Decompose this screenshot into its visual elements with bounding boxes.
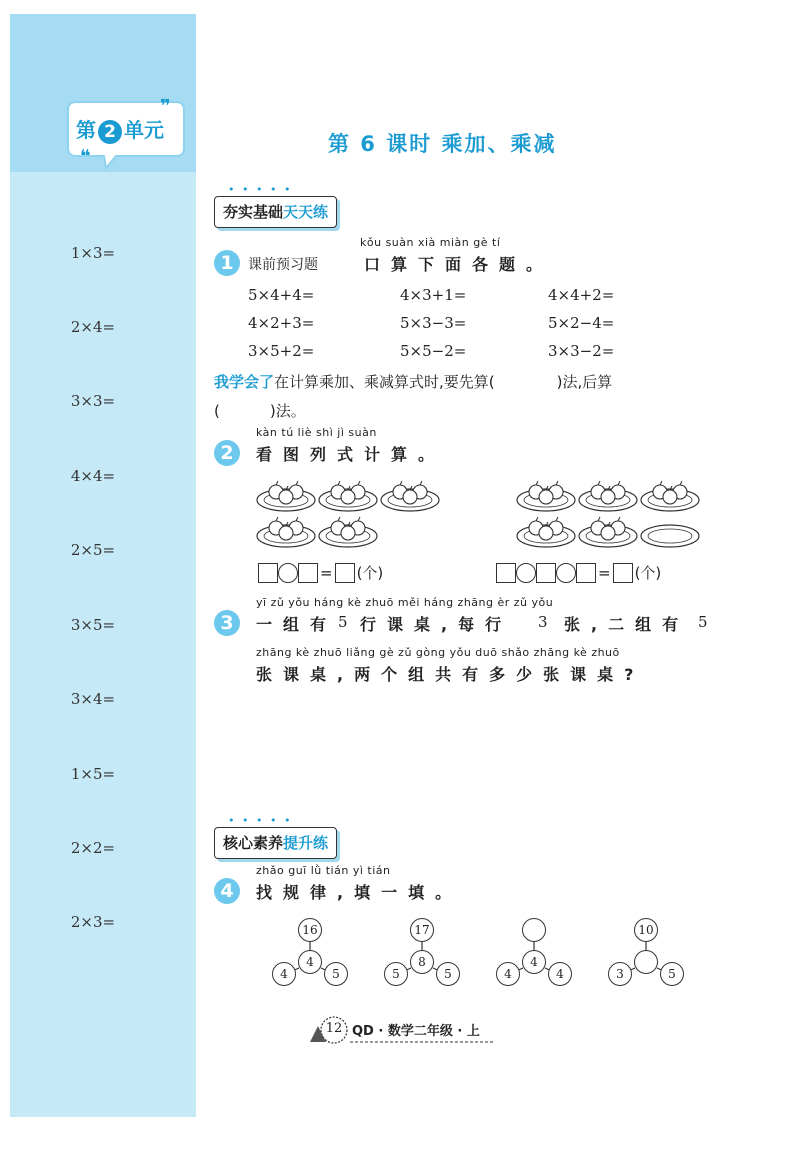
plate-with-apples	[579, 481, 637, 511]
question-number: 3	[214, 610, 240, 636]
tree-right: 4	[548, 962, 572, 986]
plate-with-apples	[517, 517, 575, 547]
equals-sign: =	[320, 563, 333, 582]
learned-text: )法。	[269, 402, 306, 420]
quote-mark-icon: ❞	[160, 96, 171, 117]
expression: 4×4+2=	[548, 286, 615, 304]
expression: 5×5−2=	[400, 342, 467, 360]
unit-number: 2	[98, 120, 122, 144]
learned-text: 在计算乘加、乘减算式时,要先算(	[274, 373, 495, 391]
question-number: 2	[214, 440, 240, 466]
pinyin-line: zhāng kè zhuō liǎng gè zǔ gòng yǒu duō shǎo zhāng kè zhuō	[256, 646, 620, 659]
tree-right: 5	[436, 962, 460, 986]
banner-label: 核心素养	[223, 834, 284, 852]
expression: 4×2+3=	[248, 314, 315, 332]
tree-right: 5	[324, 962, 348, 986]
question-number-value: 3	[538, 613, 548, 631]
answer-box[interactable]	[496, 563, 516, 583]
question-text: 张课桌,两个组共有多少张课桌?	[256, 665, 645, 684]
learned-line	[214, 371, 612, 392]
unit-badge	[60, 96, 192, 174]
number-tree	[494, 916, 574, 988]
expression: 5×3−3=	[400, 314, 467, 332]
plate-with-apples	[381, 481, 439, 511]
plate-with-apples	[517, 481, 575, 511]
tree-top: 16	[298, 918, 322, 942]
margin-drill: 1×5=	[70, 765, 116, 783]
tree-center: 4	[298, 950, 322, 974]
question-text: 一组有	[256, 615, 338, 634]
tree-top: 17	[410, 918, 434, 942]
tree-left: 4	[272, 962, 296, 986]
tree-right: 5	[660, 962, 684, 986]
number-tree	[382, 916, 462, 988]
plate-with-apples	[319, 481, 377, 511]
expression: 3×3−2=	[548, 342, 615, 360]
operator-circle[interactable]	[278, 563, 298, 583]
learned-text: )法,后算	[556, 373, 613, 391]
unit-label: (个)	[634, 564, 662, 582]
learned-label: 我学会了	[214, 373, 275, 391]
answer-box[interactable]	[613, 563, 633, 583]
preview-tag: 课前预习题	[248, 257, 318, 273]
expression: 5×2−4=	[548, 314, 615, 332]
tree-top-blank[interactable]	[522, 918, 546, 942]
equation-row-left	[258, 562, 385, 583]
expression: 5×4+4=	[248, 286, 315, 304]
unit-suffix: 单元	[124, 118, 164, 142]
question-text: 张,二组有	[564, 615, 690, 634]
margin-drill: 2×2=	[70, 839, 116, 857]
banner-dots: • • • • •	[228, 814, 293, 827]
empty-plate	[641, 525, 699, 547]
question-number: 4	[214, 878, 240, 904]
tree-center-blank[interactable]	[634, 950, 658, 974]
expression: 3×5+2=	[248, 342, 315, 360]
margin-drill: 1×3=	[70, 244, 116, 262]
tree-top: 10	[634, 918, 658, 942]
answer-box[interactable]	[536, 563, 556, 583]
question-text: 找规律,填一填。	[256, 883, 463, 902]
question-number-value: 5	[338, 613, 348, 631]
margin-drill: 2×4=	[70, 318, 116, 336]
pinyin-line: kǒu suàn xià miàn gè tí	[360, 236, 501, 249]
banner-dots: • • • • •	[228, 183, 293, 196]
footer-text: QD · 数学二年级 · 上	[352, 1024, 480, 1039]
plate-with-apples	[319, 517, 377, 547]
margin-drill: 4×4=	[70, 467, 116, 485]
answer-box[interactable]	[335, 563, 355, 583]
number-tree	[270, 916, 350, 988]
answer-box[interactable]	[258, 563, 278, 583]
question-number: 1	[214, 250, 240, 276]
answer-box[interactable]	[298, 563, 318, 583]
banner-highlight: 天天练	[283, 203, 329, 221]
number-tree	[606, 916, 686, 988]
learned-line-2	[214, 400, 306, 421]
question-text: 看图列式计算。	[256, 445, 446, 464]
margin-drill: 3×3=	[70, 392, 116, 410]
operator-circle[interactable]	[556, 563, 576, 583]
equals-sign: =	[598, 563, 611, 582]
margin-drill: 2×5=	[70, 541, 116, 559]
operator-circle[interactable]	[516, 563, 536, 583]
banner-label: 夯实基础	[223, 203, 284, 221]
margin-drill: 3×5=	[70, 616, 116, 634]
tree-center: 8	[410, 950, 434, 974]
section-banner-basic	[214, 196, 337, 228]
equation-row-right	[496, 562, 663, 583]
page-title: 第 6 课时 乘加、乘减	[328, 132, 557, 156]
expression: 4×3+1=	[400, 286, 467, 304]
pinyin-line: yī zǔ yǒu háng kè zhuō měi háng zhāng èr zǔ yǒu	[256, 596, 554, 609]
pinyin-line: zhǎo guī lǜ tián yì tián	[256, 864, 391, 877]
tree-left: 4	[496, 962, 520, 986]
apple-plates-figure	[256, 476, 701, 550]
section-banner-advanced	[214, 827, 337, 859]
unit-label: (个)	[356, 564, 384, 582]
question-line-1	[256, 612, 726, 634]
pinyin-line: kàn tú liè shì jì suàn	[256, 426, 377, 439]
plate-with-apples	[579, 517, 637, 547]
margin-strip	[10, 14, 196, 1117]
quote-mark-icon: ❝	[80, 146, 91, 167]
question-text: 口算下面各题。	[364, 255, 554, 274]
page-number: 12	[325, 1021, 343, 1036]
banner-highlight: 提升练	[283, 834, 329, 852]
plate-with-apples	[641, 481, 699, 511]
answer-box[interactable]	[576, 563, 596, 583]
question-text: 行课桌,每行	[360, 615, 513, 634]
margin-drill: 2×3=	[70, 913, 116, 931]
unit-prefix: 第	[76, 118, 96, 142]
learned-text: (	[214, 402, 220, 420]
margin-drill: 3×4=	[70, 690, 116, 708]
plate-with-apples	[257, 517, 315, 547]
tree-center: 4	[522, 950, 546, 974]
tree-left: 3	[608, 962, 632, 986]
question-number-value: 5	[698, 613, 708, 631]
plate-with-apples	[257, 481, 315, 511]
tree-left: 5	[384, 962, 408, 986]
